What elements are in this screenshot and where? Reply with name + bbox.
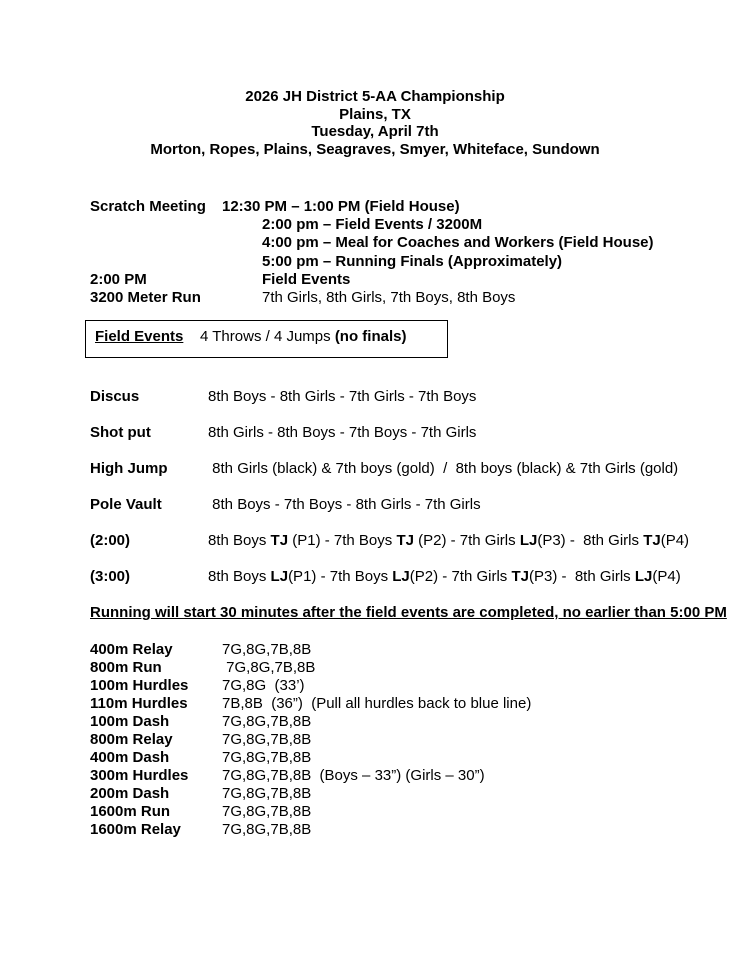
field-events-list	[0, 388, 750, 586]
running-event-label: 100m Hurdles	[90, 677, 189, 695]
schedule-sub-time: 5:00 pm – Running Finals (Approximately)	[262, 252, 563, 270]
field-events-box-subtitle: 4 Throws / 4 Jumps	[183, 328, 335, 346]
field-event-label: Pole Vault	[90, 496, 162, 514]
schedule-row-3200m	[0, 289, 750, 307]
event-label: 3200 Meter Run	[90, 289, 201, 307]
pit-rotation-value: 8th Boys TJ (P1) - 7th Boys TJ (P2) - 7th Girls LJ(P3) - 8th Girls TJ(P4)	[208, 532, 690, 550]
doc-header	[0, 0, 750, 158]
running-events-list	[0, 641, 750, 839]
field-event-label: High Jump	[90, 460, 168, 478]
running-event-label: 400m Dash	[90, 749, 170, 767]
pit-rotation-row	[0, 568, 750, 586]
running-event-row	[0, 641, 750, 659]
running-event-value: 7G,8G,7B,8B	[222, 731, 312, 749]
running-event-row	[0, 803, 750, 821]
schedule-section	[0, 198, 750, 307]
running-event-row	[0, 731, 750, 749]
field-event-value: 8th Boys - 7th Boys - 8th Girls - 7th Girls	[208, 496, 481, 514]
running-event-value: 7G,8G,7B,8B (Boys – 33”) (Girls – 30”)	[222, 767, 485, 785]
field-event-label: Discus	[90, 388, 140, 406]
running-event-value: 7G,8G (33’)	[222, 677, 305, 695]
doc-teams: Morton, Ropes, Plains, Seagraves, Smyer, Whiteface, Sundown	[150, 140, 600, 158]
running-event-row	[0, 749, 750, 767]
running-event-value: 7G,8G,7B,8B	[222, 659, 316, 677]
running-event-label: 100m Dash	[90, 713, 170, 731]
field-event-row	[0, 496, 750, 514]
doc-location: Plains, TX	[339, 105, 411, 123]
running-event-value: 7G,8G,7B,8B	[222, 785, 312, 803]
field-event-label: Shot put	[90, 424, 151, 442]
running-event-value: 7G,8G,7B,8B	[222, 641, 312, 659]
event-value: 7th Girls, 8th Girls, 7th Boys, 8th Boys	[262, 289, 516, 307]
pit-rotation-row	[0, 532, 750, 550]
running-event-label: 400m Relay	[90, 641, 173, 659]
running-event-row	[0, 677, 750, 695]
running-event-label: 1600m Run	[90, 803, 171, 821]
running-event-value: 7G,8G,7B,8B	[222, 749, 312, 767]
running-event-value: 7G,8G,7B,8B	[222, 821, 312, 839]
pit-time-label: (3:00)	[90, 568, 131, 586]
running-event-row	[0, 785, 750, 803]
running-event-value: 7G,8G,7B,8B	[222, 803, 312, 821]
running-event-label: 200m Dash	[90, 785, 170, 803]
field-event-row	[0, 424, 750, 442]
running-event-row	[0, 695, 750, 713]
field-event-value: 8th Boys - 8th Girls - 7th Girls - 7th Boys	[208, 388, 477, 406]
running-event-value: 7G,8G,7B,8B	[222, 713, 312, 731]
time-value: Field Events	[262, 270, 351, 288]
schedule-row-scratch	[0, 198, 750, 216]
running-event-value: 7B,8B (36”) (Pull all hurdles back to blue line)	[222, 695, 532, 713]
schedule-sub-time: 4:00 pm – Meal for Coaches and Workers (Field House)	[262, 234, 654, 252]
running-event-label: 800m Relay	[90, 731, 173, 749]
running-section-header: Running will start 30 minutes after the field events are completed, no earlier than 5:00 PM	[90, 604, 727, 622]
running-event-label: 110m Hurdles	[90, 695, 188, 713]
field-events-box-title: Field Events	[95, 328, 184, 346]
field-events-box-note: (no finals)	[334, 328, 407, 346]
running-event-label: 1600m Relay	[90, 821, 181, 839]
running-event-row	[0, 713, 750, 731]
running-event-label: 300m Hurdles	[90, 767, 189, 785]
schedule-row-200pm	[0, 271, 750, 289]
field-event-row	[0, 388, 750, 406]
pit-time-label: (2:00)	[90, 532, 131, 550]
running-event-row	[0, 821, 750, 839]
doc-title: 2026 JH District 5-AA Championship	[245, 88, 505, 105]
time-label: 2:00 PM	[90, 270, 147, 288]
field-events-box	[85, 320, 448, 358]
running-event-row	[0, 659, 750, 677]
field-event-row	[0, 460, 750, 478]
pit-rotation-value: 8th Boys LJ(P1) - 7th Boys LJ(P2) - 7th Girls TJ(P3) - 8th Girls LJ(P4)	[208, 568, 681, 586]
field-event-value: 8th Girls - 8th Boys - 7th Boys - 7th Girls	[208, 424, 477, 442]
schedule-sub-time: 2:00 pm – Field Events / 3200M	[262, 216, 483, 234]
scratch-meeting-label: Scratch Meeting	[90, 198, 206, 215]
doc-date: Tuesday, April 7th	[311, 123, 439, 140]
running-event-label: 800m Run	[90, 659, 162, 677]
field-event-value: 8th Girls (black) & 7th boys (gold) / 8th boys (black) & 7th Girls (gold)	[208, 460, 679, 478]
scratch-meeting-time: 12:30 PM – 1:00 PM (Field House)	[222, 198, 460, 215]
running-event-row	[0, 767, 750, 785]
